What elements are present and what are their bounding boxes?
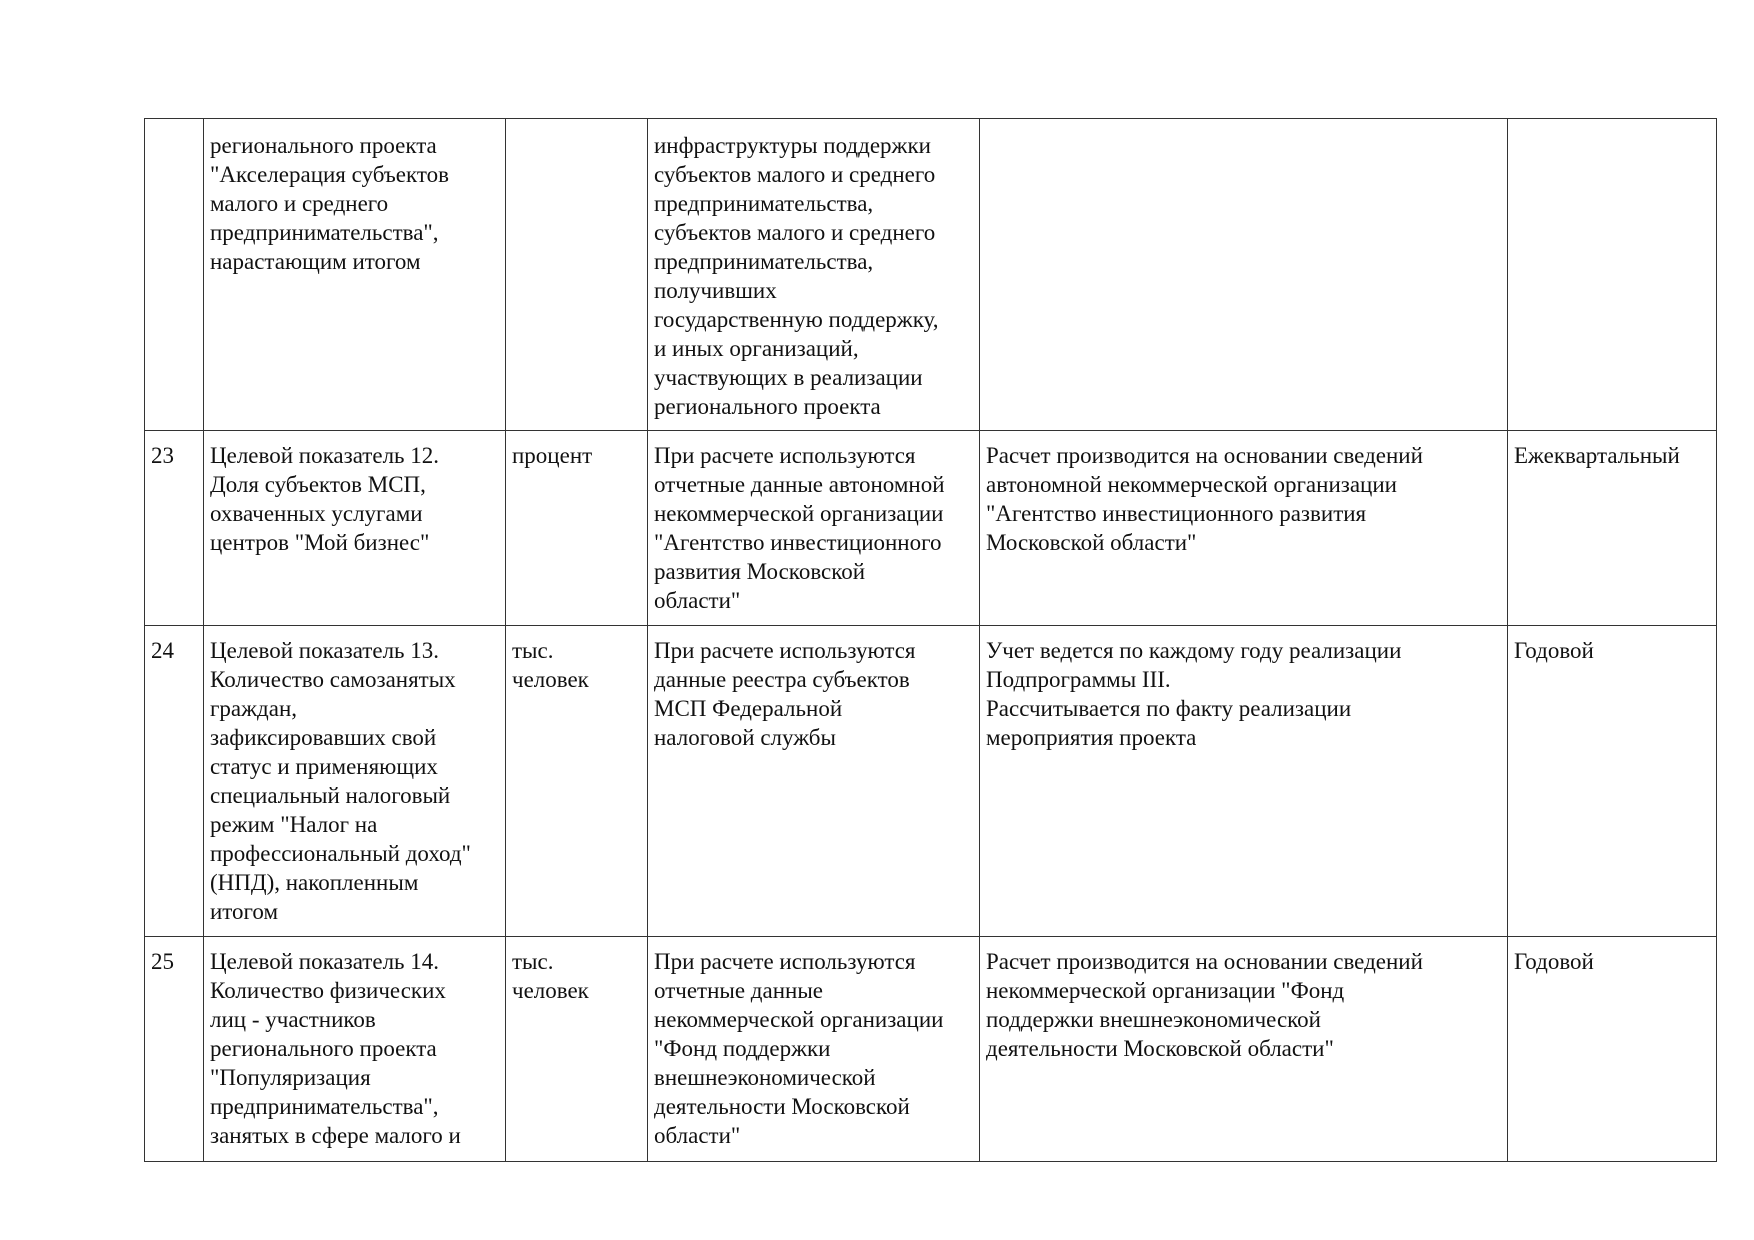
unit: процент bbox=[506, 431, 648, 626]
row-number: 23 bbox=[145, 431, 204, 626]
unit bbox=[506, 119, 648, 431]
indicator-name: Целевой показатель 13. Количество самозанятых граждан, зафиксировавших свой статус и применяющих специальный налоговый режим "Налог на профессиональный доход" (НПД), накопленным итогом bbox=[204, 626, 506, 937]
periodicity: Ежеквартальный bbox=[1508, 431, 1717, 626]
data-source: инфраструктуры поддержки субъектов малого и среднего предпринимательства, субъектов малого и среднего предпринимательства, получивших государственную поддержку, и иных организаций, участвующих в реализации регионального проекта bbox=[648, 119, 980, 431]
unit: тыс. человек bbox=[506, 937, 648, 1162]
calculation-method: Учет ведется по каждому году реализации Подпрограммы III. Рассчитывается по факту реализации мероприятия проекта bbox=[980, 626, 1508, 937]
row-number bbox=[145, 119, 204, 431]
periodicity bbox=[1508, 119, 1717, 431]
indicator-name: Целевой показатель 14. Количество физических лиц - участников регионального проекта "Популяризация предпринимательства", занятых в сфере малого и bbox=[204, 937, 506, 1162]
unit: тыс. человек bbox=[506, 626, 648, 937]
row-number: 24 bbox=[145, 626, 204, 937]
table-row bbox=[145, 119, 1717, 431]
data-source: При расчете используются отчетные данные некоммерческой организации "Фонд поддержки внешнеэкономической деятельности Московской области" bbox=[648, 937, 980, 1162]
periodicity: Годовой bbox=[1508, 626, 1717, 937]
data-source: При расчете используются данные реестра субъектов МСП Федеральной налоговой службы bbox=[648, 626, 980, 937]
indicator-name: Целевой показатель 12. Доля субъектов МСП, охваченных услугами центров "Мой бизнес" bbox=[204, 431, 506, 626]
table-row bbox=[145, 626, 1717, 937]
indicators-table bbox=[144, 118, 1717, 1162]
data-source: При расчете используются отчетные данные автономной некоммерческой организации "Агентство инвестиционного развития Московской области" bbox=[648, 431, 980, 626]
table-row bbox=[145, 937, 1717, 1162]
row-number: 25 bbox=[145, 937, 204, 1162]
periodicity: Годовой bbox=[1508, 937, 1717, 1162]
calculation-method bbox=[980, 119, 1508, 431]
table-row bbox=[145, 431, 1717, 626]
indicator-name: регионального проекта "Акселерация субъектов малого и среднего предпринимательства", нарастающим итогом bbox=[204, 119, 506, 431]
calculation-method: Расчет производится на основании сведений автономной некоммерческой организации "Агентство инвестиционного развития Московской области" bbox=[980, 431, 1508, 626]
calculation-method: Расчет производится на основании сведений некоммерческой организации "Фонд поддержки внешнеэкономической деятельности Московской области" bbox=[980, 937, 1508, 1162]
